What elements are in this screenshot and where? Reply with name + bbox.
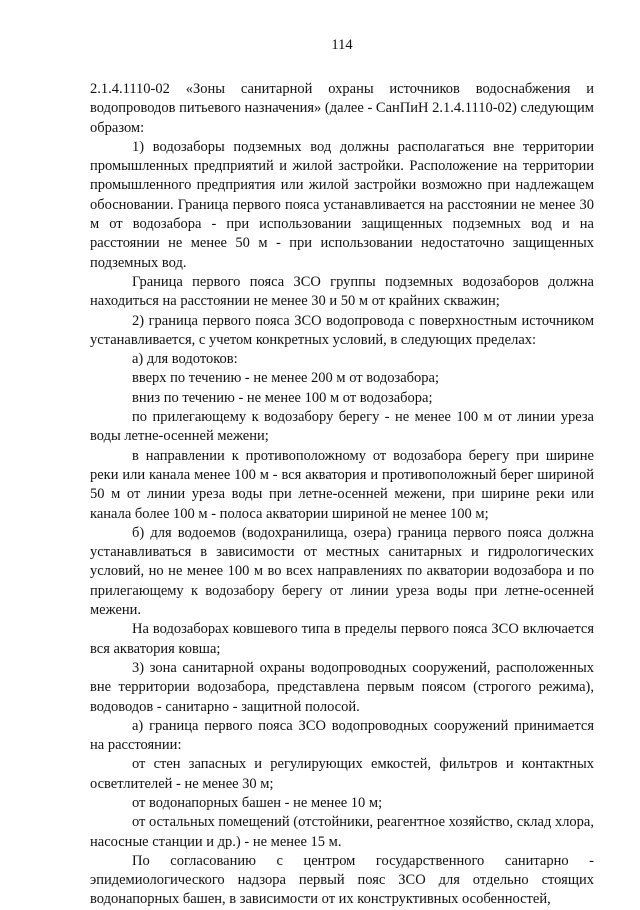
page-number: 114 bbox=[331, 37, 353, 53]
document-body bbox=[90, 80, 594, 910]
paragraph: от стен запасных и регулирующих емкостей, фильтров и контактных осветлителей - не менее 30 м; bbox=[90, 756, 594, 792]
paragraph: По согласованию с центром государственного санитарно - эпидемиологического надзора первый пояс ЗСО для отдельно стоящих водонапорных башен, в зависимости от их конструктивных особенностей, bbox=[90, 852, 594, 908]
paragraph: по прилегающему к водозабору берегу - не менее 100 м от линии уреза воды летне-осенней межени; bbox=[90, 409, 594, 445]
paragraph: 2.1.4.1110-02 «Зоны санитарной охраны источников водоснабжения и водопроводов питьевого назначения» (далее - СанПиН 2.1.4.1110-02) следующим образом: bbox=[90, 81, 594, 136]
paragraph: 2) граница первого пояса ЗСО водопровода с поверхностным источником устанавливается, с учетом конкретных условий, в следующих пределах: bbox=[90, 312, 594, 348]
paragraph: На водозаборах ковшевого типа в пределы первого пояса ЗСО включается вся акватория ковша; bbox=[90, 621, 594, 657]
paragraph: от остальных помещений (отстойники, реагентное хозяйство, склад хлора, насосные станции и др.) - не менее 15 м. bbox=[90, 814, 594, 850]
paragraph: а) для водотоков: bbox=[132, 351, 238, 368]
paragraph: 3) зона санитарной охраны водопроводных сооружений, расположенных вне территории водозабора, представлена первым поясом (строгого режима), водоводов - санитарно - защитной полосой. bbox=[90, 659, 594, 715]
paragraph: б) для водоемов (водохранилища, озера) граница первого пояса должна устанавливаться в зависимости от местных санитарных и гидрологических условий, но не менее 100 м во всех направлениях по акватории водозабора и по прилегающему к водозабору берегу от линии уреза воды при летне-осенней межени. bbox=[90, 524, 594, 619]
paragraph: в направлении к противоположному от водозабора берегу при ширине реки или канала менее 100 м - вся акватория и противоположный берег шириной 50 м от линии уреза воды при летне-осенней межени, при ширине реки или канала более 100 м - полоса акватории шириной не менее 100 м; bbox=[90, 447, 594, 522]
paragraph: вниз по течению - не менее 100 м от водозабора; bbox=[132, 389, 433, 406]
paragraph: Граница первого пояса ЗСО группы подземных водозаборов должна находиться на расстоянии не менее 30 и 50 м от крайних скважин; bbox=[90, 273, 594, 310]
paragraph: а) граница первого пояса ЗСО водопроводных сооружений принимается на расстоянии: bbox=[90, 717, 594, 754]
paragraph: вверх по течению - не менее 200 м от водозабора; bbox=[132, 370, 439, 387]
paragraph: 1) водозаборы подземных вод должны располагаться вне территории промышленных предприятий и жилой застройки. Расположение на территории промышленного предприятия или жилой застройки возможно при надлежащем обосновании. Граница первого пояса устанавливается на расстоянии не менее 30 м от водозабора - при использовании защищенных подземных вод и на расстоянии не менее 50 м - при использовании недостаточно защищенных подземных вод. bbox=[90, 138, 594, 271]
paragraph: от водонапорных башен - не менее 10 м; bbox=[132, 794, 383, 811]
